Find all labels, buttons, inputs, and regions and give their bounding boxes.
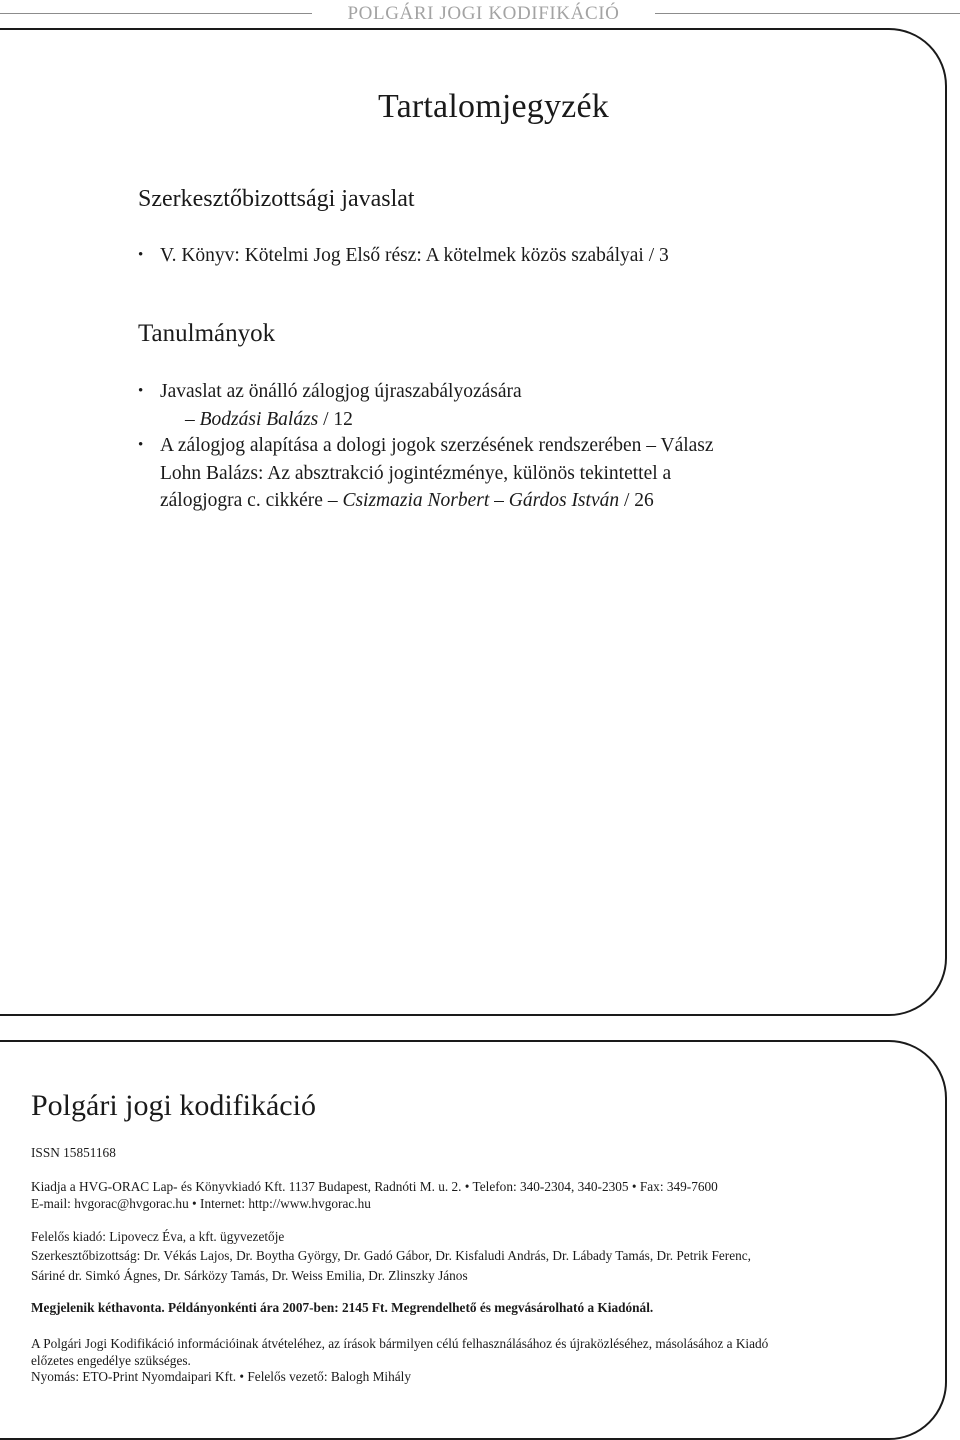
toc-entry <box>138 432 714 515</box>
toc-entry-title-line: Lohn Balázs: Az absztrakció jogintézménye, különös tekintettel a <box>160 462 672 484</box>
editorial-board-line: Sáriné dr. Simkó Ágnes, Dr. Sárközy Tamás, Dr. Weiss Emilia, Dr. Zlinszky János <box>31 1268 468 1283</box>
journal-title: Polgári jogi kodifikáció <box>31 1089 316 1122</box>
toc-entry-title: Javaslat az önálló zálogjog újraszabályozására <box>160 381 522 402</box>
printing-line: Nyomás: ETO-Print Nyomdaipari Kft. • Felelős vezető: Balogh Mihály <box>31 1369 411 1384</box>
header-rule-right <box>655 13 960 14</box>
issn: ISSN 15851168 <box>31 1145 116 1160</box>
author-name: Bodzási Balázs <box>199 408 319 430</box>
publisher-line: Kiadja a HVG-ORAC Lap- és Könyvkiadó Kft. 1137 Budapest, Radnóti M. u. 2. • Telefon: 340-2304, 340-2305 • Fax: 349-7600 <box>31 1179 718 1194</box>
frequency-price-line: Megjelenik kéthavonta. Példányonkénti ára 2007-ben: 2145 Ft. Megrendelhető és megvásárolható a Kiadónál. <box>31 1300 654 1315</box>
toc-entry-byline: zálogjogra c. cikkére – Csizmazia Norbert – Gárdos István / 26 <box>160 490 654 511</box>
toc-title: Tartalomjegyzék <box>378 88 609 125</box>
toc-entry-byline: – Bodzási Balázs / 12 <box>185 408 353 430</box>
bullet-icon: • <box>138 247 144 263</box>
bullet-icon: • <box>138 437 144 453</box>
toc-entry <box>138 378 522 433</box>
author-name: Csizmazia Norbert <box>342 490 490 511</box>
contact-line: E-mail: hvgorac@hvgorac.hu • Internet: http://www.hvgorac.hu <box>31 1196 371 1211</box>
toc-panel <box>0 28 947 1016</box>
author-name: Gárdos István <box>508 490 620 511</box>
page-number: / 26 <box>619 490 654 511</box>
toc-entry <box>138 242 669 270</box>
toc-entry-title-line: A zálogjog alapítása a dologi jogok szerzésének rendszerében – Válasz <box>160 435 714 456</box>
copyright-line: előzetes engedélye szükséges. <box>31 1353 191 1368</box>
page-number: / 12 <box>318 408 353 430</box>
responsible-publisher: Felelős kiadó: Lipovecz Éva, a kft. ügyvezetője <box>31 1229 285 1244</box>
running-title: POLGÁRI JOGI KODIFIKÁCIÓ <box>347 3 620 24</box>
section-heading-studies: Tanulmányok <box>138 320 276 347</box>
bullet-icon: • <box>138 383 144 399</box>
toc-entry-text: V. Könyv: Kötelmi Jog Első rész: A kötelmek közös szabályai / 3 <box>160 245 669 266</box>
editorial-board-line: Szerkesztőbizottság: Dr. Vékás Lajos, Dr. Boytha György, Dr. Gadó Gábor, Dr. Kisfaludi András, Dr. Lábady Tamás, Dr. Petrik Ferenc, <box>31 1248 752 1263</box>
header-rule-left <box>0 13 312 14</box>
section-heading-editorial: Szerkesztőbizottsági javaslat <box>138 186 415 212</box>
copyright-line: A Polgári Jogi Kodifikáció információinak átvételéhez, az írások bármilyen célú felhasználásához és újraközléséhez, másolásához a Kiadó <box>31 1336 769 1351</box>
